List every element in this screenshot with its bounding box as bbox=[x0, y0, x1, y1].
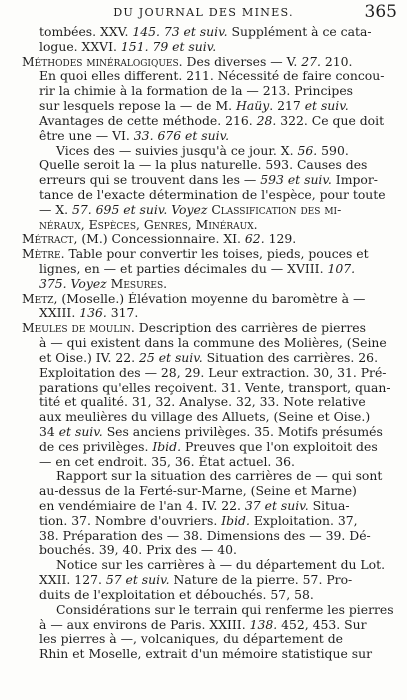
text-line bbox=[22, 277, 394, 292]
text-line-content bbox=[39, 188, 386, 203]
text-line-content bbox=[39, 25, 372, 40]
entry-heading: néraux, Espèces, Genres, Minéraux bbox=[39, 217, 254, 232]
text-line-content bbox=[39, 129, 229, 144]
reference-italic: 25 et suiv. bbox=[138, 350, 203, 365]
reference-italic: 33. 676 et suiv. bbox=[133, 128, 230, 143]
text-line-content bbox=[39, 218, 258, 233]
text-line-content bbox=[39, 573, 352, 588]
text-segment: . bbox=[253, 217, 258, 232]
text-line bbox=[22, 99, 394, 114]
text-line-content bbox=[39, 277, 167, 292]
text-line-content bbox=[22, 292, 365, 307]
text-line-content bbox=[39, 455, 295, 470]
text-segment: . bbox=[163, 276, 168, 291]
text-segment: être une — VI. bbox=[39, 128, 134, 143]
text-line bbox=[22, 84, 394, 99]
text-segment: . 217 bbox=[269, 99, 305, 114]
text-segment: 210. bbox=[320, 54, 353, 69]
text-segment: au-dessus de la Ferté-sur-Marne, (Seine et Marne) bbox=[39, 484, 357, 499]
text-segment: sur lesquels repose la — de M. bbox=[39, 99, 237, 114]
text-segment: Rhin et Moselle, extrait d'un mémoire statistique sur bbox=[39, 647, 373, 662]
text-line bbox=[22, 529, 394, 544]
text-segment: les pierres à —, volcaniques, du département de bbox=[39, 632, 343, 647]
reference-italic: 145. 73 et suiv. bbox=[132, 25, 228, 39]
text-line-content bbox=[56, 469, 382, 484]
reference-italic: 57 et suiv. bbox=[105, 573, 170, 588]
reference-italic: 151. 79 et suiv. bbox=[120, 39, 217, 54]
text-line-content bbox=[39, 484, 357, 499]
text-line bbox=[22, 336, 394, 351]
text-line bbox=[22, 440, 394, 455]
text-line-content bbox=[39, 395, 366, 410]
text-segment: Ses anciens privilèges. 35. Motifs présumés bbox=[102, 424, 383, 439]
entry-heading: Classification des mi- bbox=[211, 202, 342, 217]
text-segment: Impor- bbox=[331, 173, 378, 188]
entry-heading: Meules de moulin bbox=[22, 321, 131, 336]
text-line bbox=[22, 173, 394, 188]
text-segment: duits de l'exploitation et débouchés. 57, 58. bbox=[39, 587, 314, 602]
reference-italic: 375. bbox=[39, 276, 67, 291]
text-segment: aux meulières du village des Alluets, (Seine et Oise.) bbox=[39, 410, 371, 425]
text-line-content bbox=[22, 55, 353, 70]
text-line-content bbox=[39, 499, 350, 514]
text-line-content bbox=[39, 632, 343, 647]
reference-italic: et suiv. bbox=[304, 99, 349, 114]
text-segment: 322. Ce que doit bbox=[276, 113, 385, 128]
text-segment: . Des diverses — V. bbox=[178, 54, 302, 69]
text-line-content bbox=[39, 588, 314, 603]
text-segment: tion. 37. Nombre d'ouvriers. bbox=[39, 513, 222, 528]
text-line bbox=[22, 262, 394, 277]
text-line bbox=[22, 218, 394, 233]
text-segment: Vices des — suivies jusqu'à ce jour. X. bbox=[56, 143, 298, 158]
text-segment: tance de l'exacte détermination de l'espèce, pour toute bbox=[39, 187, 386, 202]
text-line-content bbox=[39, 440, 378, 455]
reference-italic: 56. bbox=[297, 143, 318, 158]
text-segment: 34 bbox=[39, 424, 59, 439]
text-line bbox=[22, 25, 394, 40]
text-segment: lignes, en — et parties décimales du — XVIII. bbox=[39, 262, 328, 276]
text-segment: Exploitation. 37, bbox=[249, 513, 358, 528]
reference-italic: 138. bbox=[249, 617, 278, 632]
text-line-content bbox=[39, 366, 387, 381]
text-segment: de ces privilèges. bbox=[39, 439, 153, 454]
page-header bbox=[0, 2, 407, 26]
text-segment: 317. bbox=[106, 306, 139, 321]
text-segment: à — aux environs de Paris. XXIII. bbox=[39, 617, 250, 632]
text-segment: Nature de la pierre. 57. Pro- bbox=[169, 573, 353, 588]
text-segment: Preuves que l'on exploitoit des bbox=[181, 439, 378, 454]
text-line-content bbox=[39, 410, 370, 425]
entry-heading: Métract bbox=[22, 232, 74, 247]
text-segment: XXIII. bbox=[39, 306, 80, 321]
text-line bbox=[22, 499, 394, 514]
text-line bbox=[22, 351, 394, 366]
text-line bbox=[22, 321, 394, 336]
text-line bbox=[22, 247, 394, 262]
text-line bbox=[22, 632, 394, 647]
text-line bbox=[22, 558, 394, 573]
text-line bbox=[22, 69, 394, 84]
text-line-content bbox=[22, 321, 366, 336]
text-line bbox=[22, 573, 394, 588]
text-line-content bbox=[39, 529, 371, 544]
reference-italic: Voyez bbox=[70, 276, 107, 291]
reference-italic: 62. bbox=[244, 232, 265, 247]
text-segment: . Description des carrières de pierres bbox=[130, 321, 366, 336]
text-line bbox=[22, 618, 394, 633]
reference-italic: 27. bbox=[301, 54, 321, 69]
text-line-content bbox=[39, 514, 358, 529]
text-line-content bbox=[39, 425, 383, 440]
page-number: 365 bbox=[364, 2, 397, 22]
text-line-content bbox=[39, 40, 216, 55]
text-line bbox=[22, 366, 394, 381]
text-line bbox=[22, 484, 394, 499]
text-segment: , (M.) Concessionnaire. XI. bbox=[73, 232, 245, 247]
text-line-content bbox=[39, 158, 367, 173]
text-segment: 590. bbox=[317, 143, 349, 158]
text-segment: logue. XXVI. bbox=[39, 39, 121, 54]
entry-heading: Méthodes minéralogiques bbox=[22, 54, 179, 69]
text-segment: Rapport sur la situation des carrières de — qui sont bbox=[56, 469, 383, 484]
text-line bbox=[22, 588, 394, 603]
text-line bbox=[22, 647, 394, 662]
text-line bbox=[22, 144, 394, 159]
text-segment: rir la chimie à la formation de la — 213. Principes bbox=[39, 84, 354, 99]
reference-italic: 593 et suiv. bbox=[260, 173, 332, 188]
text-segment: 129. bbox=[264, 232, 297, 247]
text-line-content bbox=[39, 99, 349, 114]
text-line-content bbox=[39, 381, 391, 396]
text-segment: Situa- bbox=[308, 499, 350, 513]
text-line-content bbox=[22, 232, 296, 247]
text-line-content bbox=[39, 114, 384, 129]
text-line bbox=[22, 455, 394, 470]
text-line-content bbox=[39, 262, 355, 277]
text-line bbox=[22, 232, 394, 247]
reference-italic: Ibid. bbox=[221, 513, 250, 528]
text-segment: Quelle seroit la — la plus naturelle. 593. Causes des bbox=[39, 158, 368, 173]
entry-heading: Mesures bbox=[110, 276, 164, 291]
index-text-body bbox=[22, 25, 394, 662]
text-segment: Avantages de cette méthode. 216. bbox=[39, 113, 257, 128]
text-segment: 38. Préparation des — 38. Dimensions des — 39. Dé- bbox=[39, 528, 371, 543]
text-line bbox=[22, 129, 394, 144]
text-segment: 452, 453. Sur bbox=[277, 617, 367, 632]
text-line bbox=[22, 55, 394, 70]
entry-heading: Mètre bbox=[22, 247, 61, 262]
text-segment: Supplément à ce cata- bbox=[227, 25, 372, 39]
text-line-content bbox=[39, 173, 378, 188]
text-segment: à — qui existent dans la commune des Molières, (Seine bbox=[39, 336, 387, 351]
text-line-content bbox=[22, 247, 369, 262]
text-segment: parations qu'elles reçoivent. 31. Vente, transport, quan- bbox=[39, 380, 391, 395]
reference-italic: 37 et suiv. bbox=[244, 499, 309, 513]
text-line-content bbox=[56, 144, 349, 159]
text-segment: bouchés. 39, 40. Prix des — 40. bbox=[39, 543, 237, 558]
text-segment: XXII. 127. bbox=[39, 573, 106, 588]
text-segment: . Table pour convertir les toises, pieds, pouces et bbox=[60, 247, 369, 262]
text-line bbox=[22, 203, 394, 218]
running-title: DU JOURNAL DES MINES. bbox=[113, 6, 294, 19]
reference-italic: et suiv. bbox=[58, 424, 103, 439]
text-line bbox=[22, 306, 394, 321]
text-line-content bbox=[39, 618, 367, 633]
text-segment: et Oise.) IV. 22. bbox=[39, 350, 139, 365]
text-line-content bbox=[39, 543, 237, 558]
text-line-content bbox=[39, 306, 138, 321]
text-line bbox=[22, 603, 394, 618]
text-segment: en vendémiaire de l'an 4. IV. 22. bbox=[39, 499, 245, 513]
reference-italic: Haüy bbox=[236, 99, 270, 114]
text-segment: Situation des carrières. 26. bbox=[202, 350, 379, 365]
text-segment: , (Moselle.) Élévation moyenne du baromètre à — bbox=[53, 291, 366, 306]
text-line bbox=[22, 158, 394, 173]
text-line bbox=[22, 292, 394, 307]
text-segment: Considérations sur le terrain qui renferme les pierres bbox=[56, 602, 394, 617]
text-line-content bbox=[39, 203, 341, 218]
text-line-content bbox=[39, 84, 353, 99]
text-line bbox=[22, 514, 394, 529]
text-segment: En quoi elles different. 211. Nécessité de faire concou- bbox=[39, 69, 385, 84]
reference-italic: 107. bbox=[327, 262, 356, 276]
text-line bbox=[22, 469, 394, 484]
text-line bbox=[22, 395, 394, 410]
reference-italic: 57. 695 et suiv. Voyez bbox=[72, 202, 208, 217]
text-segment: tité et qualité. 31, 32. Analyse. 32, 33. Note relative bbox=[39, 395, 366, 410]
text-line-content bbox=[39, 69, 384, 84]
text-line-content bbox=[56, 603, 394, 618]
text-segment: — en cet endroit. 35, 36. État actuel. 36. bbox=[39, 454, 295, 469]
text-line bbox=[22, 381, 394, 396]
text-line-content bbox=[56, 558, 385, 573]
text-line-content bbox=[39, 336, 387, 351]
text-line-content bbox=[39, 351, 378, 366]
text-line bbox=[22, 543, 394, 558]
text-segment: Exploitation des — 28, 29. Leur extraction. 30, 31. Pré- bbox=[39, 365, 387, 380]
text-line bbox=[22, 425, 394, 440]
text-segment: — X. bbox=[39, 202, 73, 217]
text-line bbox=[22, 410, 394, 425]
text-line bbox=[22, 40, 394, 55]
text-segment: Notice sur les carrières à — du département du Lot. bbox=[56, 558, 386, 573]
text-line bbox=[22, 114, 394, 129]
reference-italic: 28. bbox=[256, 113, 277, 128]
text-segment: erreurs qui se trouvent dans les — bbox=[39, 173, 261, 188]
entry-heading: Metz bbox=[22, 291, 54, 306]
reference-italic: Ibid. bbox=[152, 439, 182, 454]
reference-italic: 136. bbox=[79, 306, 107, 321]
text-segment: tombées. XXV. bbox=[39, 25, 133, 39]
text-line-content bbox=[39, 647, 372, 662]
text-line bbox=[22, 188, 394, 203]
